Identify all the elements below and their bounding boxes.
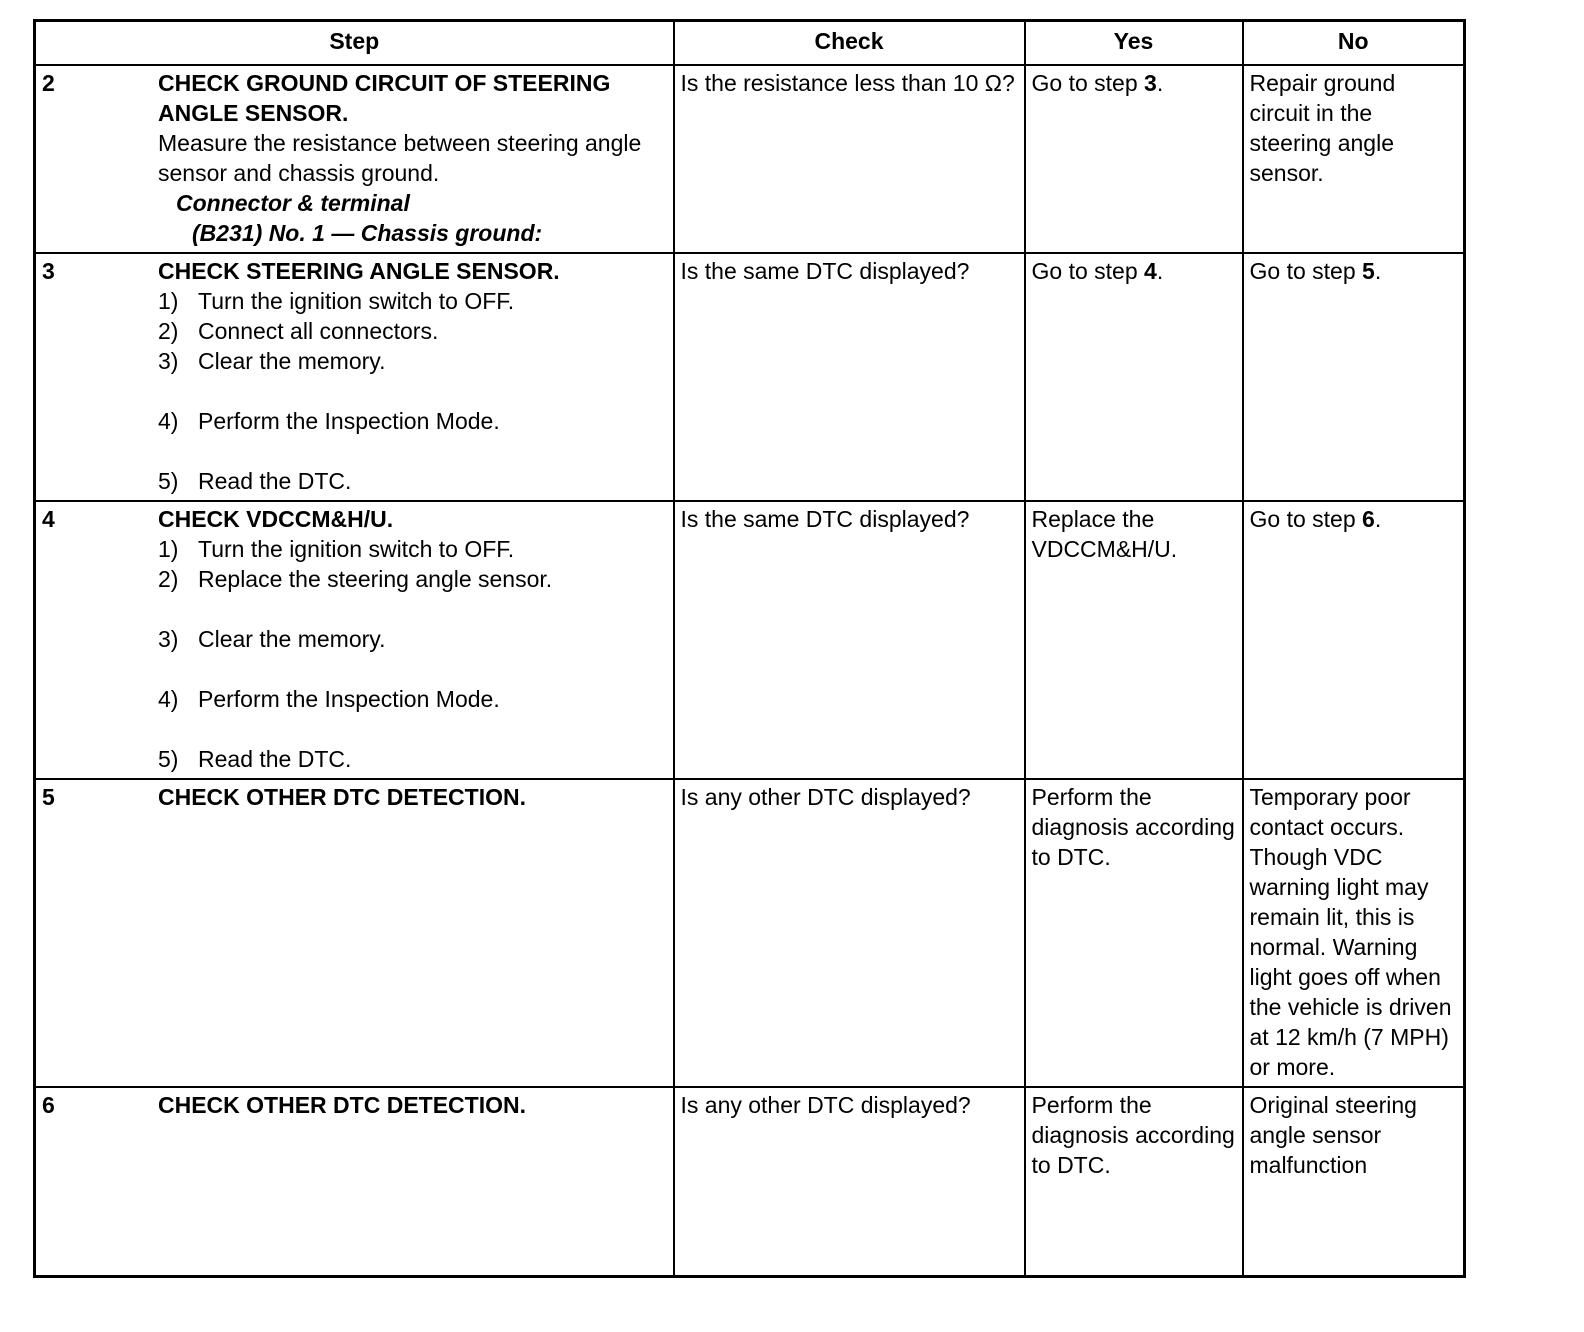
yes-cell	[1025, 65, 1243, 253]
step-title: CHECK VDCCM&H/U.	[158, 506, 394, 532]
step-cell	[35, 253, 674, 501]
procedure-list	[158, 534, 666, 774]
check-cell: Is any other DTC displayed?	[674, 1087, 1025, 1276]
yes-cell: Replace the VDCCM&H/U.	[1025, 501, 1243, 779]
no-suffix: .	[1374, 506, 1382, 532]
no-cell: Original steering angle sensor malfunction	[1243, 1087, 1465, 1276]
yes-cell	[1025, 253, 1243, 501]
diagnostic-table	[33, 19, 1466, 1278]
header-row	[35, 21, 1465, 66]
yes-prefix: Go to step	[1031, 258, 1145, 284]
procedure-item	[158, 466, 666, 496]
step-body	[158, 68, 666, 248]
step-number: 4	[42, 506, 55, 532]
connector-terminal: (B231) No. 1 — Chassis ground:	[192, 220, 543, 246]
procedure-item	[158, 744, 666, 774]
header-check: Check	[674, 21, 1025, 66]
procedure-number: 5)	[158, 468, 179, 494]
spacer	[158, 714, 666, 744]
connector-label: Connector & terminal	[176, 190, 410, 216]
procedure-text: Clear the memory.	[198, 348, 386, 374]
procedure-item	[158, 286, 666, 316]
procedure-number: 2)	[158, 566, 179, 592]
procedure-number: 3)	[158, 348, 179, 374]
procedure-item	[158, 316, 666, 346]
header-no: No	[1243, 21, 1465, 66]
step-cell	[35, 779, 674, 1087]
procedure-text: Read the DTC.	[198, 746, 352, 772]
procedure-item	[158, 406, 666, 436]
yes-cell: Perform the diagnosis according to DTC.	[1025, 779, 1243, 1087]
step-number: 6	[42, 1092, 55, 1118]
step-number: 5	[42, 784, 55, 810]
table-row-step-5	[35, 779, 1465, 1087]
yes-step-ref: 3	[1144, 70, 1157, 96]
procedure-number: 1)	[158, 288, 179, 314]
procedure-text: Perform the Inspection Mode.	[198, 408, 500, 434]
table-row-step-4	[35, 501, 1465, 779]
no-prefix: Go to step	[1249, 506, 1363, 532]
step-title: CHECK OTHER DTC DETECTION.	[158, 1092, 526, 1118]
no-cell: Repair ground circuit in the steering angle sensor.	[1243, 65, 1465, 253]
no-step-ref: 5	[1362, 258, 1375, 284]
step-number: 3	[42, 258, 55, 284]
procedure-number: 5)	[158, 746, 179, 772]
procedure-number: 4)	[158, 408, 179, 434]
no-cell: Temporary poor contact occurs. Though VDC warning light may remain lit, this is normal. Warning light goes off when the vehicle is driven at 12 km/h (7 MPH) or more.	[1243, 779, 1465, 1087]
procedure-item	[158, 684, 666, 714]
no-cell	[1243, 501, 1465, 779]
spacer	[158, 376, 666, 406]
step-title: CHECK OTHER DTC DETECTION.	[158, 784, 526, 810]
spacer	[158, 436, 666, 466]
procedure-text: Connect all connectors.	[198, 318, 439, 344]
procedure-text: Perform the Inspection Mode.	[198, 686, 500, 712]
procedure-list	[158, 286, 666, 496]
header-yes: Yes	[1025, 21, 1243, 66]
no-suffix: .	[1374, 258, 1382, 284]
step-body	[158, 256, 666, 496]
check-cell: Is the same DTC displayed?	[674, 501, 1025, 779]
procedure-text: Read the DTC.	[198, 468, 352, 494]
check-cell: Is any other DTC displayed?	[674, 779, 1025, 1087]
procedure-text: Turn the ignition switch to OFF.	[198, 288, 515, 314]
step-body	[158, 782, 666, 812]
no-step-ref: 6	[1362, 506, 1375, 532]
step-cell	[35, 501, 674, 779]
yes-suffix: .	[1156, 70, 1164, 96]
yes-step-ref: 4	[1144, 258, 1157, 284]
step-body	[158, 504, 666, 774]
step-instruction: Measure the resistance between steering angle sensor and chassis ground.	[158, 130, 642, 186]
procedure-item	[158, 564, 666, 594]
step-number: 2	[42, 70, 55, 96]
procedure-text: Replace the steering angle sensor.	[198, 566, 553, 592]
spacer	[158, 654, 666, 684]
step-cell	[35, 1087, 674, 1276]
procedure-text: Clear the memory.	[198, 626, 386, 652]
no-prefix: Go to step	[1249, 258, 1363, 284]
procedure-number: 4)	[158, 686, 179, 712]
check-cell: Is the same DTC displayed?	[674, 253, 1025, 501]
check-cell: Is the resistance less than 10 Ω?	[674, 65, 1025, 253]
procedure-item	[158, 346, 666, 376]
procedure-item	[158, 624, 666, 654]
step-title: CHECK STEERING ANGLE SENSOR.	[158, 258, 560, 284]
table-row-step-2	[35, 65, 1465, 253]
procedure-item	[158, 534, 666, 564]
table-row-step-6	[35, 1087, 1465, 1276]
procedure-text: Turn the ignition switch to OFF.	[198, 536, 515, 562]
yes-cell: Perform the diagnosis according to DTC.	[1025, 1087, 1243, 1276]
step-cell	[35, 65, 674, 253]
header-step: Step	[35, 21, 674, 66]
step-title: CHECK GROUND CIRCUIT OF STEERING ANGLE SENSOR.	[158, 70, 611, 126]
procedure-number: 1)	[158, 536, 179, 562]
table-row-step-3	[35, 253, 1465, 501]
no-cell	[1243, 253, 1465, 501]
yes-suffix: .	[1156, 258, 1164, 284]
yes-prefix: Go to step	[1031, 70, 1145, 96]
step-body	[158, 1090, 666, 1120]
spacer	[158, 594, 666, 624]
procedure-number: 3)	[158, 626, 179, 652]
procedure-number: 2)	[158, 318, 179, 344]
